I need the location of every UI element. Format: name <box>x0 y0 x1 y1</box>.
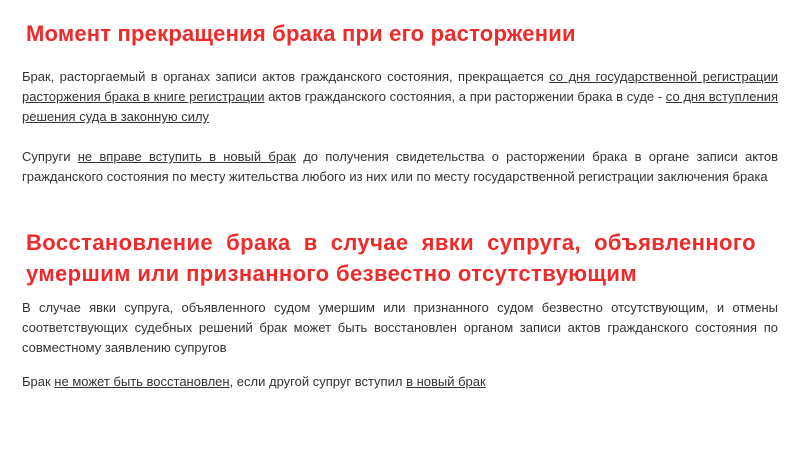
paragraph-text: Брак <box>22 374 55 389</box>
paragraph-text: до получения свидетельства о расторжении брака в органе записи актов гражданского состояния по месту жительства любого из них или по месту государственной регистрации заключения брака <box>22 149 778 184</box>
section-heading-dissolution-moment: Момент прекращения брака при его расторжении <box>26 21 576 46</box>
underlined-phrase: в новый брак <box>406 374 486 389</box>
paragraph-text: Супруги <box>22 149 78 164</box>
underlined-phrase: со дня вступления решения суда в законную силу <box>22 89 778 124</box>
paragraph-restoration-conditions: В случае явки супруга, объявленного судом умершим или признанного судом безвестно отсутствующим, и отмены соответствующих судебных решений брак может быть восстановлен органом записи актов гражданского состояния по совместному заявлению супругов <box>22 300 778 355</box>
section-heading-marriage-restoration: Восстановление брака в случае явки супруга, объявленного умершим или признанного безвестно отсутствующим <box>26 230 756 286</box>
underlined-phrase: не вправе вступить в новый брак <box>77 149 296 164</box>
paragraph-text: , если другой супруг вступил <box>229 374 407 389</box>
underlined-phrase: не может быть восстановлен <box>54 374 230 389</box>
paragraph-text: актов гражданского состояния, а при расторжении брака в суде - <box>264 89 666 104</box>
paragraph-dissolution-date <box>22 67 778 127</box>
paragraph-text: Брак, расторгаемый в органах записи актов гражданского состояния, прекращается <box>22 69 550 84</box>
paragraph-restoration-exception <box>22 372 778 392</box>
underlined-phrase: со дня государственной регистрации расторжения брака в книге регистрации <box>22 69 778 104</box>
paragraph-remarriage-restriction <box>22 147 778 187</box>
